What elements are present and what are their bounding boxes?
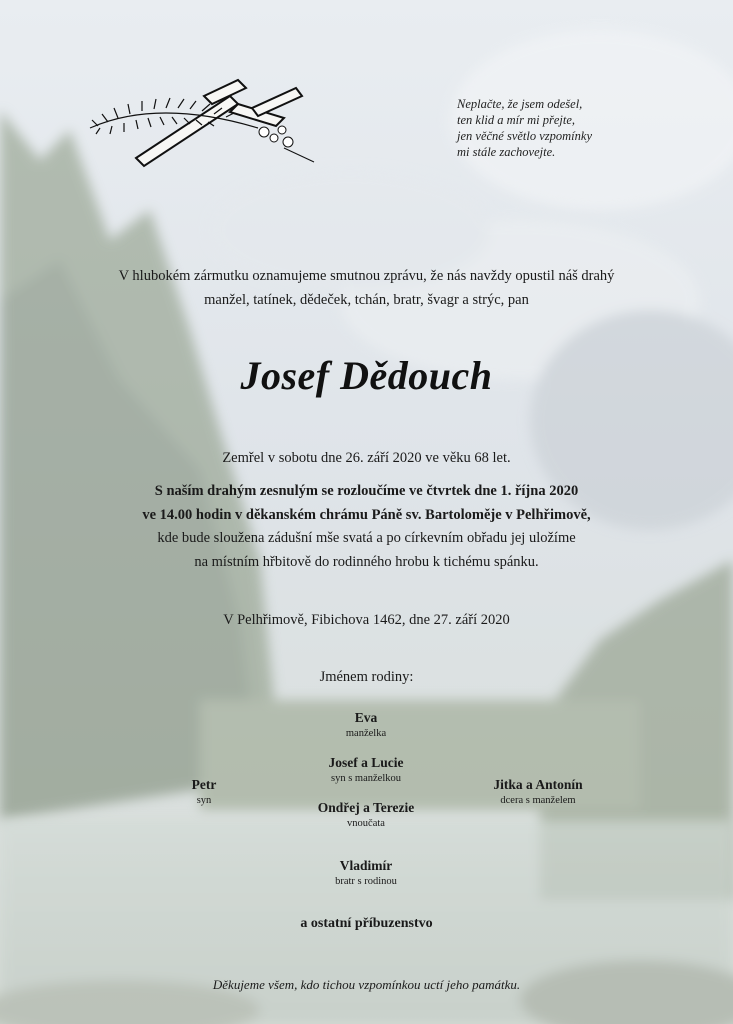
ceremony-mass-line: kde bude sloužena zádušní mše svatá a po církevním obřadu jej uložíme <box>157 530 576 546</box>
on-behalf-label: Jménem rodiny: <box>319 669 414 685</box>
family-member-eva <box>266 710 466 739</box>
death-info: Zemřel v sobotu dne 26. září 2020 ve věku 68 let. <box>222 450 511 466</box>
poem-line: ten klid a mír mi přejte, <box>457 113 576 127</box>
poem <box>457 96 592 160</box>
family-member-name: Josef a Lucie <box>328 755 404 770</box>
other-relatives: a ostatní příbuzenstvo <box>300 916 433 931</box>
announcement-text <box>0 264 733 312</box>
family-member-name: Jitka a Antonín <box>493 777 583 792</box>
family-member-name: Ondřej a Terezie <box>317 800 415 815</box>
ceremony-place-line: ve 14.00 hodin v děkanském chrámu Páně sv. Bartoloměje v Pelhřimově, <box>142 506 591 523</box>
family-member-relation: syn <box>196 795 212 806</box>
family-member-vladimir <box>266 858 466 887</box>
ceremony-date-line: S naším drahým zesnulým se rozloučíme ve čtvrtek dne 1. října 2020 <box>154 483 579 499</box>
family-member-name: Vladimír <box>339 858 393 873</box>
ceremony-burial-line: na místním hřbitově do rodinného hrobu k tichému spánku. <box>194 553 539 570</box>
family-member-name: Petr <box>191 777 217 792</box>
poem-line: jen věčné světlo vzpomínky <box>457 129 593 143</box>
family-member-relation: syn s manželkou <box>331 773 401 784</box>
family-member-relation: bratr s rodinou <box>335 876 397 887</box>
poem-line: mi stále zachovejte. <box>457 145 556 159</box>
cross-with-palm-icon <box>88 78 318 170</box>
deceased-name: Josef Dědouch <box>240 353 493 398</box>
family-member-jitka-antonin <box>468 777 608 806</box>
family-member-ondrej-terezie <box>266 800 466 829</box>
ceremony-info <box>0 480 733 574</box>
announcement-line: V hlubokém zármutku oznamujeme smutnou zprávu, že nás navždy opustil náš drahý <box>118 268 615 284</box>
place-date: V Pelhřimově, Fibichova 1462, dne 27. září 2020 <box>223 612 510 628</box>
family-member-petr <box>154 777 254 806</box>
family-member-josef-lucie <box>266 755 466 784</box>
family-member-relation: manželka <box>345 728 387 739</box>
family-member-relation: vnoučata <box>347 818 385 829</box>
poem-line: Neplačte, že jsem odešel, <box>457 97 583 111</box>
thanks-line: Děkujeme všem, kdo tichou vzpomínkou uctí jeho památku. <box>212 977 521 992</box>
family-member-relation: dcera s manželem <box>500 795 576 806</box>
family-member-name: Eva <box>354 710 378 725</box>
announcement-line: manžel, tatínek, dědeček, tchán, bratr, švagr a strýc, pan <box>204 292 529 308</box>
